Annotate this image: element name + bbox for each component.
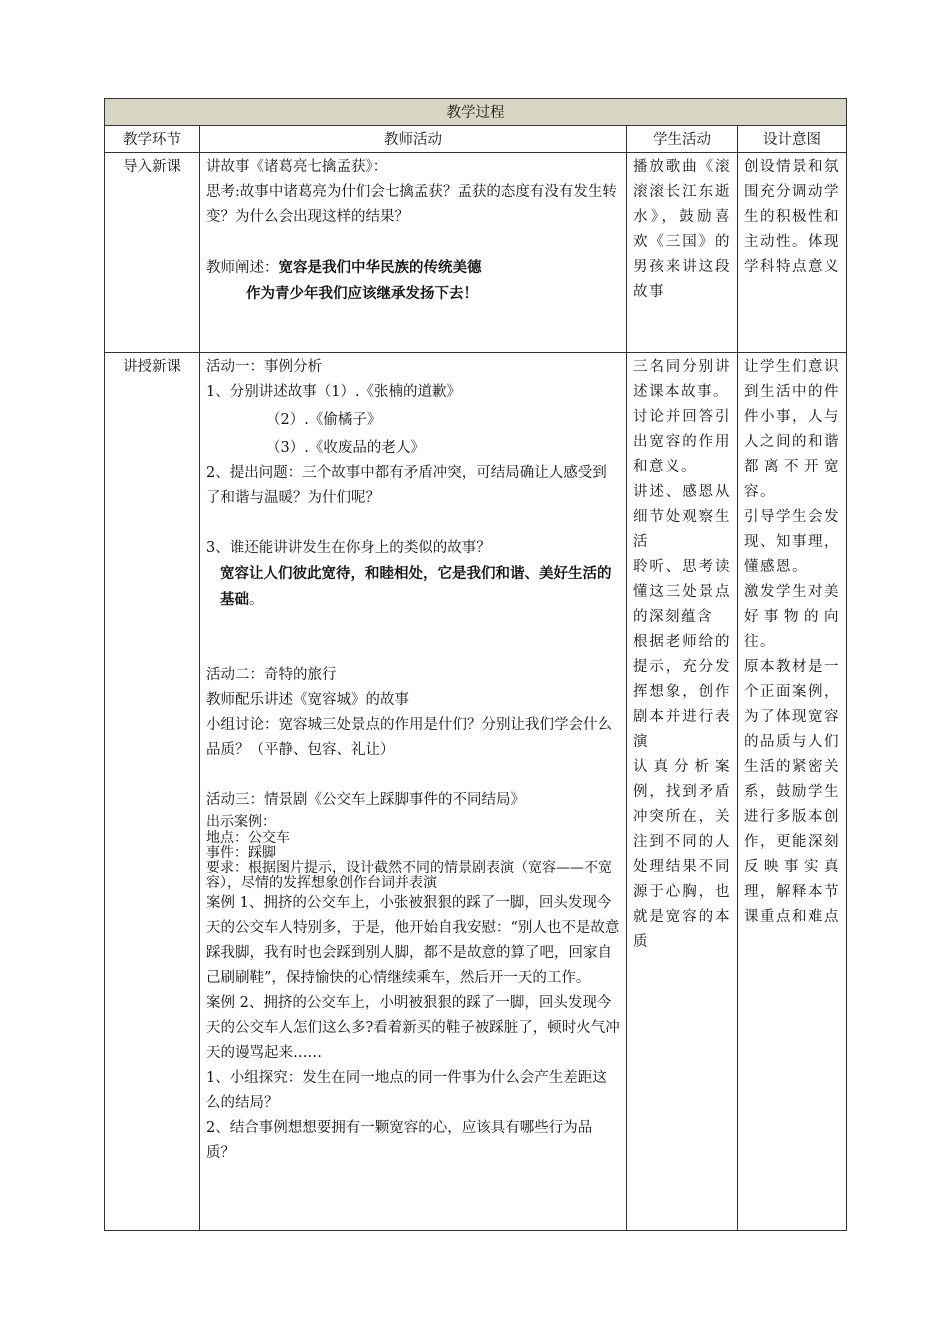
activity1-line5: 3、谁还能讲讲发生在你身上的类似的故事？	[206, 540, 491, 556]
intent-text-1: 让学生们意识到生活中的件件小事，人与人之间的和谐都离不开宽容。	[744, 359, 840, 500]
intent-text-2: 引导学生会发现、知事理，懂感恩。	[744, 509, 840, 575]
student-text-6: 认真分析案例，找到矛盾冲突所在，关注到不同的人处理结果不同源于心胸，也就是宽容的本质	[633, 759, 731, 950]
intent-text-4: 原本教材是一个正面案例，为了体现宽容的品质与人们生活的紧密关系，鼓励学生进行多版本创作，更能深刻反映事实真理，解释本节课重点和难点	[744, 659, 840, 925]
design-intent-main	[738, 353, 847, 1231]
statement-bold-1: 宽容是我们中华民族的传统美德	[278, 259, 482, 276]
statement-bold-2: 作为青少年我们应该继承发扬下去！	[246, 285, 478, 302]
case-requirement: 要求：根据图片提示，设计截然不同的情景剧表演（宽容——不宽容），尽情的发挥想象创作台词并表演	[206, 860, 612, 891]
teacher-statement: 教师阐述：宽容是我们中华民族的传统美德	[206, 259, 482, 276]
group-question-2: 2、结合事例想想要拥有一颗宽容的心，应该具有哪些行为品质？	[206, 1120, 593, 1161]
stage-intro: 导入新课	[105, 153, 200, 353]
student-text-1: 三名同分别讲述课本故事。	[633, 359, 731, 400]
intent-text-3: 激发学生对美好事物的向往。	[744, 584, 840, 650]
activity1-question: 2、提出问题：三个故事中都有矛盾冲突，可结局确让人感受到了和谐与温暖？为什们呢？	[206, 465, 607, 506]
table-row	[105, 153, 847, 353]
student-activity-intro	[627, 153, 738, 353]
case-heading: 出示案例：	[206, 814, 276, 830]
table-row	[105, 353, 847, 1231]
case-1: 案例 1、拥挤的公交车上，小张被狠狠的踩了一脚，回头发现今天的公交车人特别多，于是，他开始自我安慰：“别人也不是故意踩我脚，我有时也会踩到别人脚，都不是故意的算了吧，回家自己刷刷鞋”，保持愉快的心情继续乘车，然后开一天的工作。	[206, 895, 620, 986]
activity2-line1: 教师配乐讲述《宽容城》的故事	[206, 692, 409, 708]
table-title: 教学过程	[105, 99, 847, 126]
student-text-5: 根据老师给的提示，充分发挥想象，创作剧本并进行表演	[633, 634, 731, 750]
think-question: 思考:故事中诸葛亮为什们会七擒孟获？孟获的态度有没有发生转变？为什么会出现这样的结果？	[206, 184, 617, 225]
case-event: 事件：踩脚	[206, 845, 276, 861]
activity3-title: 活动三：情景剧《公交车上踩脚事件的不同结局》	[206, 792, 525, 808]
header-stage: 教学环节	[105, 126, 200, 153]
activity2-line2: 小组讨论：宽容城三处景点的作用是什们？分别让我们学会什么品质？（平静、包容、礼让）	[206, 717, 612, 758]
teacher-activity-main	[200, 353, 627, 1231]
teacher-activity-intro	[200, 153, 627, 353]
stage-new-lesson: 讲授新课	[105, 353, 200, 1231]
activity1-line1: 1、分别讲述故事（1）.《张楠的道歉》	[206, 384, 462, 400]
activity1-line2: （2）.《偷橘子》	[266, 412, 382, 428]
header-student: 学生活动	[627, 126, 738, 153]
teaching-process-table	[104, 98, 847, 1231]
activity1-title: 活动一：事例分析	[206, 359, 322, 375]
table-title-row	[105, 99, 847, 126]
activity1-conclusion: 宽容让人们彼此宽待，和睦相处，它是我们和谐、美好生活的基础。	[220, 565, 612, 608]
group-question-1: 1、小组探究：发生在同一地点的同一件事为什么会产生差距这么的结局？	[206, 1070, 607, 1111]
design-intent-intro	[738, 153, 847, 353]
student-text-4: 聆听、思考读懂这三处景点的深刻蕴含	[633, 559, 731, 625]
case-2: 案例 2、拥挤的公交车上，小明被狠狠的踩了一脚，回头发现今天的公交车人怎们这么多?看着新买的鞋子被踩脏了，顿时火气冲天的谩骂起来……	[206, 995, 620, 1061]
header-intent: 设计意图	[738, 126, 847, 153]
activity2-title: 活动二：奇特的旅行	[206, 667, 337, 683]
intent-text: 创设情景和氛围充分调动学生的积极性和主动性。体现学科特点意义	[744, 159, 840, 275]
student-text-3: 讲述、感恩从细节处观察生活	[633, 484, 731, 550]
header-teacher: 教师活动	[200, 126, 627, 153]
student-activity-main	[627, 353, 738, 1231]
student-text-2: 讨论并回答引出宽容的作用和意义。	[633, 409, 731, 475]
case-place: 地点：公交车	[206, 830, 290, 846]
table-header-row	[105, 126, 847, 153]
story-line: 讲故事《诸葛亮七擒孟获》：	[206, 159, 388, 175]
activity1-line3: （3）.《收废品的老人》	[266, 440, 425, 456]
student-text: 播放歌曲《滚滚滚长江东逝水》，鼓励喜欢《三国》的男孩来讲这段故事	[633, 159, 731, 300]
